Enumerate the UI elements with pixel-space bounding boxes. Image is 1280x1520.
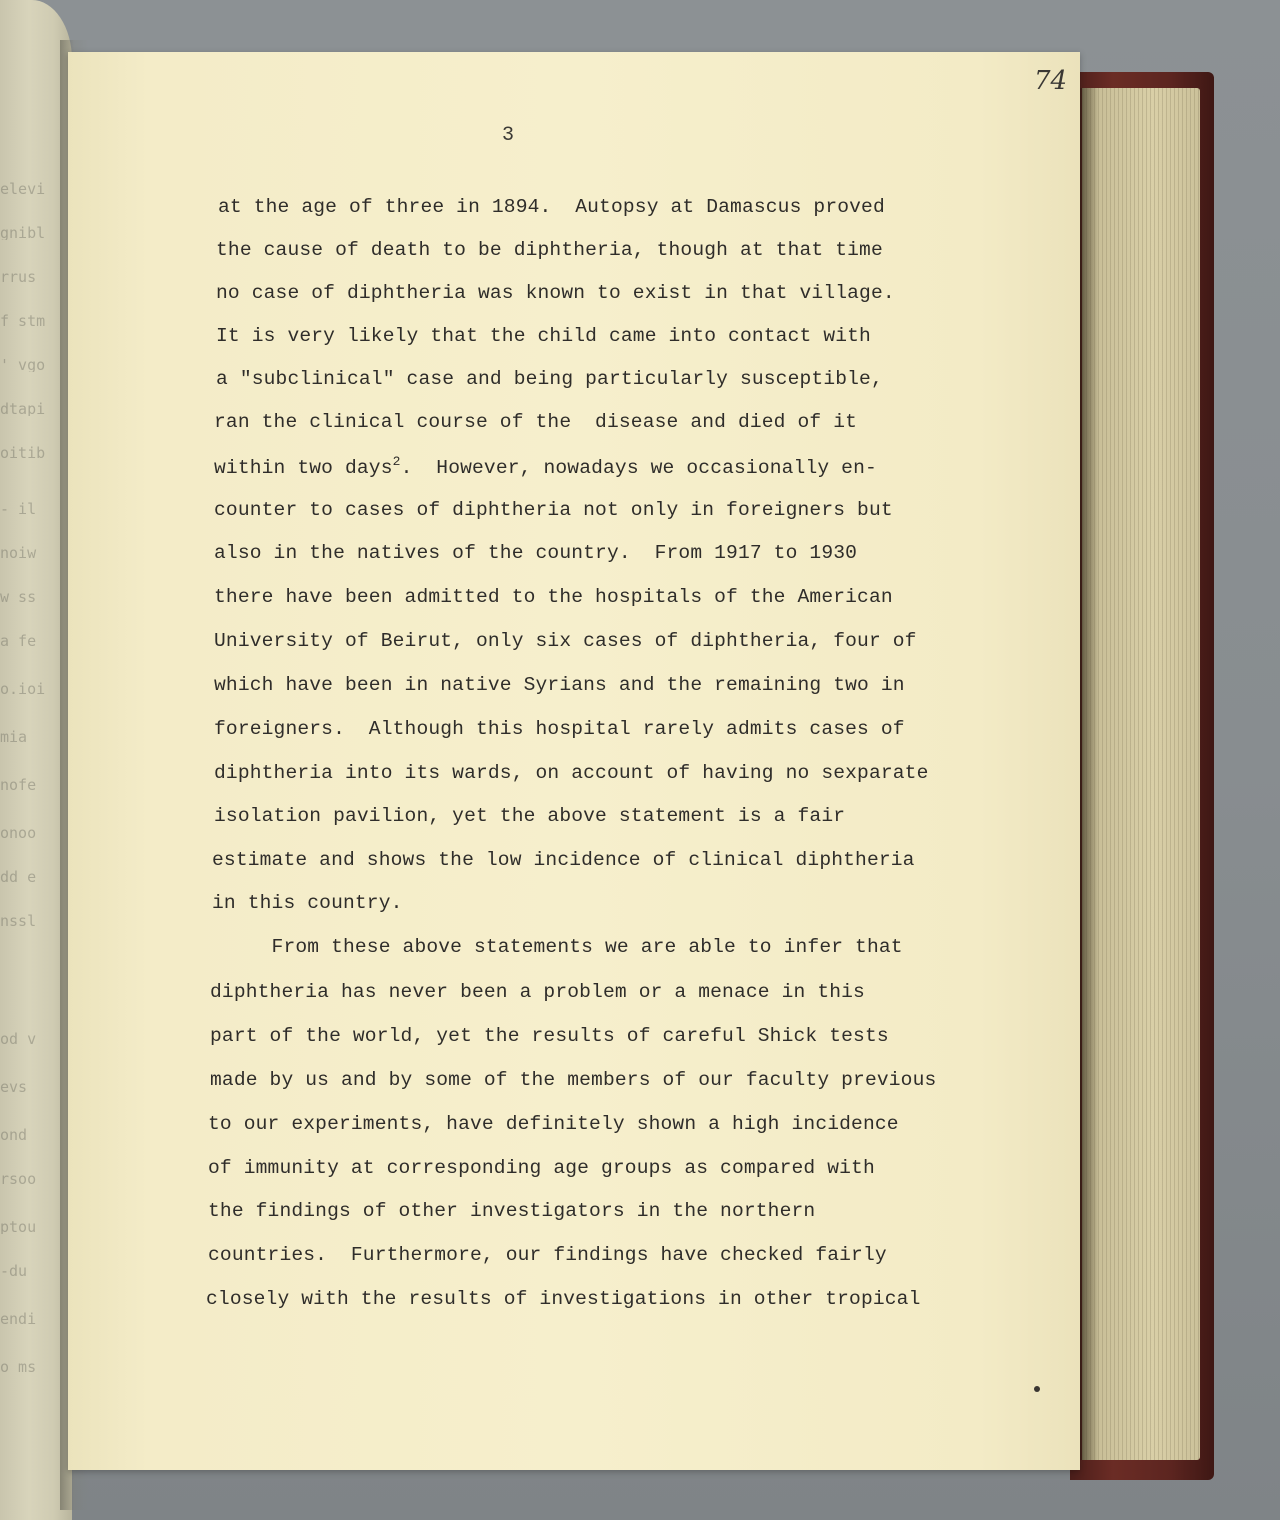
text-line: at the age of three in 1894. Autopsy at Damascus proved [218,196,885,218]
text-line: closely with the results of investigations in other tropical [206,1288,921,1310]
page-number: 3 [502,124,515,147]
text-line: also in the natives of the country. From 1917 to 1930 [214,542,858,564]
text-line-start: within two days [214,457,393,479]
text-line-with-footnote [214,454,877,479]
text-line: no case of diphtheria was known to exist in that village. [216,282,895,304]
typed-page [68,52,1080,1470]
text-line: From these above statements we are able to infer that [212,936,903,958]
text-line: in this country. [212,892,403,914]
text-line: ran the clinical course of the disease and died of it [214,411,858,433]
text-line: foreigners. Although this hospital rarely admits cases of [214,718,905,740]
text-line: counter to cases of diphtheria not only in foreigners but [214,499,893,521]
text-line: made by us and by some of the members of our faculty previous [210,1069,937,1091]
text-line: the cause of death to be diphtheria, though at that time [216,239,883,261]
text-line: It is very likely that the child came into contact with [216,325,871,347]
text-line: of immunity at corresponding age groups as compared with [208,1157,875,1179]
text-line: part of the world, yet the results of careful Shick tests [210,1025,889,1047]
text-line: diphtheria into its wards, on account of having no sexparate [214,762,929,784]
text-line: University of Beirut, only six cases of diphtheria, four of [214,630,917,652]
text-line: diphtheria has never been a problem or a menace in this [210,981,865,1003]
text-line: which have been in native Syrians and the remaining two in [214,674,905,696]
text-line: a "subclinical" case and being particularly susceptible, [216,368,883,390]
text-line: estimate and shows the low incidence of clinical diphtheria [212,849,915,871]
text-line: there have been admitted to the hospitals of the American [214,586,893,608]
text-line: the findings of other investigators in the northern [208,1200,816,1222]
page-edge-shadow [1080,88,1098,1460]
text-line: isolation pavilion, yet the above statement is a fair [214,805,846,827]
book-page-edges [1082,88,1200,1460]
footnote-marker: 2 [392,454,401,469]
facing-left-page: elevi gnibl rrus f stm ' vgo dtapi oitib - il noiw w ss a fe o.ioi mia nofe onoo dd e nssl od v evs ond rsoo ptou -du endi o ms [0,0,72,1520]
text-line: countries. Furthermore, our findings have checked fairly [208,1244,887,1266]
ink-dot [1034,1386,1040,1392]
text-line: to our experiments, have definitely shown a high incidence [208,1113,899,1135]
handwritten-folio-number: 74 [1034,66,1068,96]
text-line-end: . However, nowadays we occasionally en- [400,457,877,479]
